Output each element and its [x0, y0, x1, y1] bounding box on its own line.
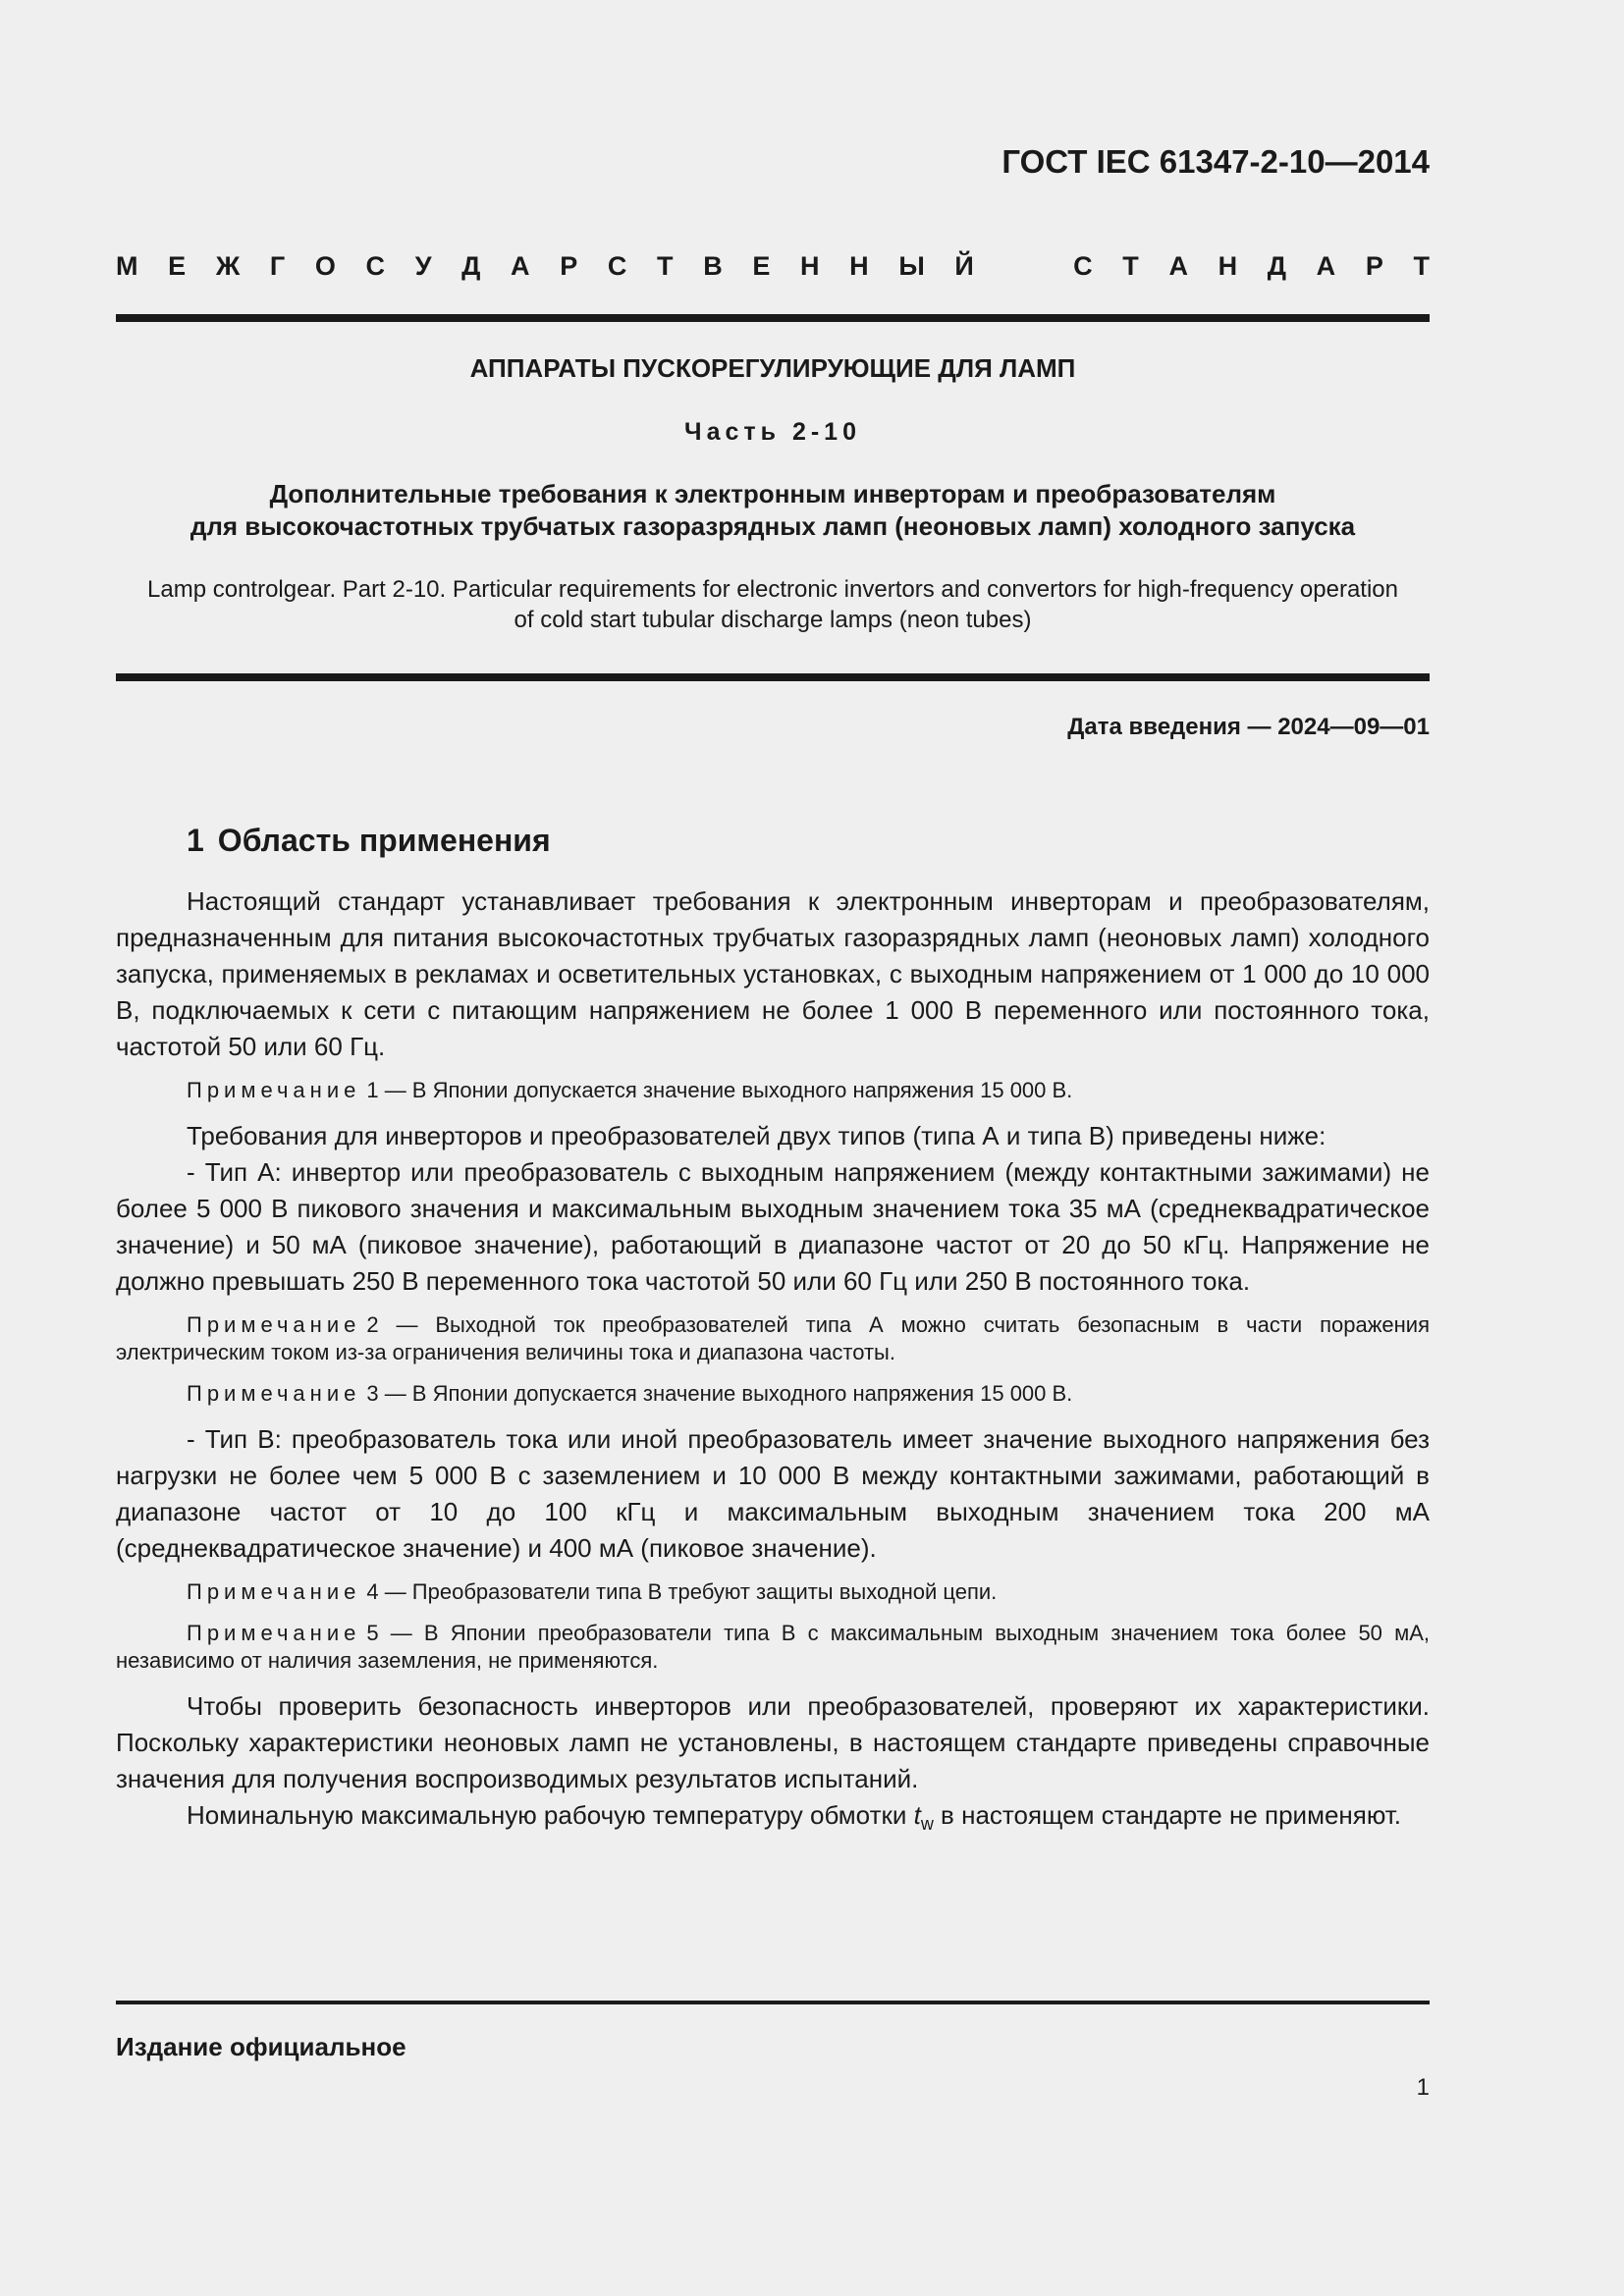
letter: Е	[752, 251, 771, 281]
document-title: АППАРАТЫ ПУСКОРЕГУЛИРУЮЩИЕ ДЛЯ ЛАМП	[469, 353, 1076, 383]
letter: Р	[1365, 251, 1383, 281]
note	[116, 1077, 1430, 1104]
section-body	[116, 883, 1430, 1834]
english-title	[116, 574, 1430, 635]
letter: Г	[269, 251, 286, 281]
letter: С	[365, 251, 386, 281]
part-label: Часть 2-10	[684, 418, 861, 446]
letter: О	[314, 251, 336, 281]
english-title-line: Lamp controlgear. Part 2-10. Particular requirements for electronic invertors and convertors for high-frequency operation	[147, 576, 1398, 603]
letter: Н	[1218, 251, 1238, 281]
letter: С	[607, 251, 627, 281]
note-label: Примечание	[187, 1381, 361, 1406]
section-title: Область применения	[217, 823, 551, 858]
note-label: Примечание	[187, 1312, 361, 1337]
letter: А	[511, 251, 530, 281]
paragraph	[116, 1797, 1430, 1834]
paragraph: Чтобы проверить безопасность инверторов или преобразователей, проверяют их характеристики. Поскольку характеристики неоновых ламп не установлены, в настоящем стандарте приведены справочные значения для получения воспроизводимых результатов испытаний.	[116, 1691, 1430, 1793]
note-text: 1 — В Японии допускается значение выходного напряжения 15 000 В.	[366, 1078, 1073, 1102]
letter: Ж	[215, 251, 241, 281]
type-b-item: - Тип В: преобразователь тока или иной преобразователь имеет значение выходного напряжения без нагрузки не более чем 5 000 В с заземлением и 10 000 В между контактными зажимами, работающий в диапазоне частот от 10 до 100 кГц и максимальным выходным значением тока 200 мА (среднеквадратическое значение) и 400 мА (пиковое значение).	[116, 1424, 1430, 1563]
letter: А	[1316, 251, 1336, 281]
note-text: 3 — В Японии допускается значение выходного напряжения 15 000 В.	[366, 1381, 1073, 1406]
letter: А	[1168, 251, 1188, 281]
word-gap	[1003, 251, 1043, 282]
letter: У	[414, 251, 432, 281]
note	[116, 1620, 1430, 1675]
paragraph: Требования для инверторов и преобразователей двух типов (типа А и типа В) приведены ниже:	[187, 1121, 1326, 1150]
introduction-date: Дата введения — 2024—09—01	[1067, 714, 1430, 740]
note-label: Примечание	[187, 1078, 361, 1102]
paragraph-text: Номинальную максимальную рабочую температуру обмотки	[187, 1800, 914, 1830]
subtitle-line: для высокочастотных трубчатых газоразрядных ламп (неоновых ламп) холодного запуска	[189, 511, 1356, 541]
letter: Т	[657, 251, 674, 281]
standard-type-heading	[116, 251, 1430, 282]
section-number: 1	[187, 823, 204, 858]
letter: Д	[1267, 251, 1287, 281]
note-text: 2 — Выходной ток преобразователей типа А можно считать безопасным в части поражения электрическим током из-за ограничения величины тока и диапазона частоты.	[116, 1312, 1430, 1364]
note	[116, 1311, 1430, 1366]
note-label: Примечание	[187, 1621, 361, 1645]
note-label: Примечание	[187, 1579, 361, 1604]
footer-divider	[116, 2001, 1430, 2004]
letter: С	[1073, 251, 1093, 281]
paragraph-text: в настоящем стандарте не применяют.	[933, 1800, 1402, 1830]
letter: Р	[560, 251, 578, 281]
subtitle-line: Дополнительные требования к электронным инверторам и преобразователям	[269, 479, 1276, 508]
document-subtitle	[116, 478, 1430, 543]
letter: Н	[800, 251, 820, 281]
symbol: t	[913, 1800, 921, 1830]
letter: Д	[461, 251, 481, 281]
edition-label: Издание официальное	[116, 2032, 406, 2061]
letter: В	[703, 251, 723, 281]
letter: Ы	[898, 251, 925, 281]
note	[116, 1578, 1430, 1606]
title-divider	[116, 673, 1430, 681]
letter: Е	[168, 251, 187, 281]
paragraph: Настоящий стандарт устанавливает требования к электронным инверторам и преобразователям, предназначенным для питания высокочастотных трубчатых газоразрядных ламп (неоновых ламп) холодного запуска, применяемых в рекламах и осветительных установках, с выходным напряжением от 1 000 до 10 000 В, подключаемых к сети с питающим напряжением не более 1 000 В переменного или постоянного тока, частотой 50 или 60 Гц.	[116, 886, 1430, 1061]
section-heading	[187, 823, 551, 859]
english-title-line: of cold start tubular discharge lamps (neon tubes)	[514, 607, 1032, 633]
type-a-item: - Тип А: инвертор или преобразователь с выходным напряжением (между контактными зажимами) не более 5 000 В пикового значения и максимальным выходным значением тока 35 мА (среднеквадратическое значение) и 50 мА (пиковое значение), работающий в диапазоне частот от 20 до 50 кГц. Напряжение не должно превышать 250 В переменного тока частотой 50 или 60 Гц или 250 В постоянного тока.	[116, 1157, 1430, 1296]
top-divider	[116, 314, 1430, 322]
letter: М	[116, 251, 138, 281]
note-text: 4 — Преобразователи типа В требуют защиты выходной цепи.	[366, 1579, 998, 1604]
document-id: ГОСТ IEC 61347-2-10—2014	[1001, 143, 1430, 180]
letter: Т	[1122, 251, 1139, 281]
letter: Т	[1413, 251, 1430, 281]
page-number: 1	[1416, 2074, 1430, 2101]
note	[116, 1380, 1430, 1408]
symbol-subscript: w	[920, 1814, 934, 1834]
note-text: 5 — В Японии преобразователи типа В с максимальным выходным значением тока более 50 мА, независимо от наличия заземления, не применяются.	[116, 1621, 1430, 1673]
letter: Й	[954, 251, 974, 281]
letter: Н	[849, 251, 869, 281]
